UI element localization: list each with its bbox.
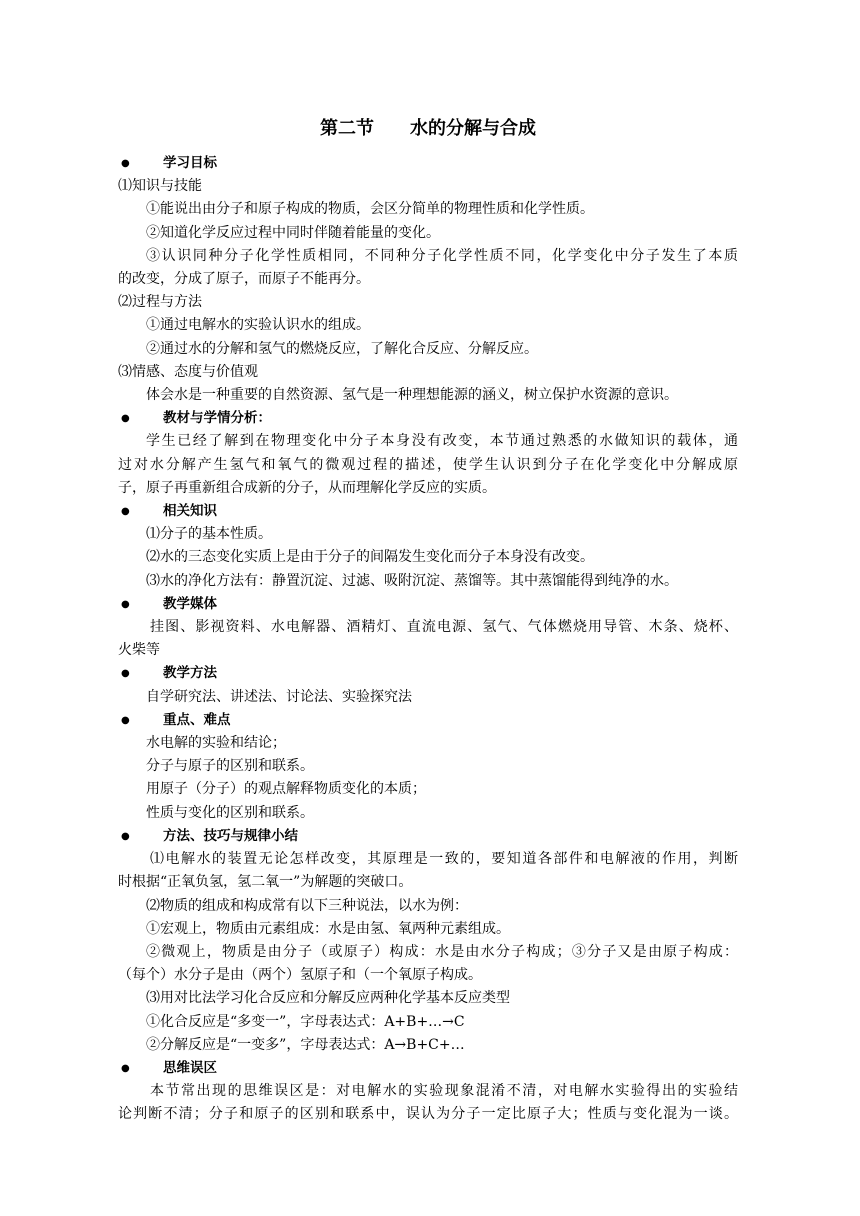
section-heading-summary: ● 方法、技巧与规律小结 (118, 825, 738, 848)
related-item-3: ⑶水的净化方法有：静置沉淀、过滤、吸附沉淀、蒸馏等。其中蒸馏能得到纯净的水。 (146, 572, 678, 589)
section-heading-related: ● 相关知识 (118, 500, 738, 523)
section-heading-media: ● 教学媒体 (118, 593, 738, 616)
related-item-2: ⑵水的三态变化实质上是由于分子的间隔发生变化而分子本身没有改变。 (146, 549, 594, 566)
key-point-item: 水电解的实验和结论； (146, 735, 286, 752)
bullet-icon: ● (121, 598, 130, 610)
knowledge-item-1: ①能说出由分子和原子构成的物质，会区分简单的物理性质和化学性质。 (146, 201, 594, 218)
document-page (118, 115, 738, 1127)
related-item-1: ⑴分子的基本性质。 (146, 526, 272, 543)
summary-item-3b: ②分解反应是“一变多”，字母表达式：A→B+C+… (146, 1036, 465, 1053)
section-heading-key-points: ● 重点、难点 (118, 709, 738, 732)
section-heading-analysis: ● 教材与学情分析： (118, 407, 738, 430)
summary-item-3a: ①化合反应是“多变一”，字母表达式：A+B+…→C (146, 1013, 465, 1030)
misconceptions-line-2: 论判断不清；分子和原子的区别和联系中，误认为分子一定比原子大；性质与变化混为一谈。 (118, 1106, 738, 1123)
key-point-item: 用原子（分子）的观点解释物质变化的本质； (146, 781, 426, 798)
media-line-2: 火柴等 (118, 642, 160, 659)
summary-item-3: ⑶用对比法学习化合反应和分解反应两种化学基本反应类型 (146, 990, 510, 1007)
analysis-line-3: 子，原子再重新组合成新的分子，从而理解化学反应的实质。 (118, 479, 496, 496)
misconceptions-line-1: 本节常出现的思维误区是：对电解水的实验现象混淆不清，对电解水实验得出的实验结 (150, 1083, 738, 1100)
summary-item-2: ⑵物质的组成和构成常有以下三种说法，以水为例： (146, 897, 468, 914)
process-item-2: ②通过水的分解和氢气的燃烧反应，了解化合反应、分解反应。 (146, 340, 538, 357)
emotion-item-1: 体会水是一种重要的自然资源、氢气是一种理想能源的涵义，树立保护水资源的意识。 (146, 387, 678, 404)
knowledge-label: ⑴知识与技能 (118, 178, 202, 195)
bullet-icon: ● (121, 714, 130, 726)
key-point-item: 性质与变化的区别和联系。 (146, 804, 314, 821)
bullet-icon: ● (121, 830, 130, 842)
bullet-icon: ● (121, 506, 130, 518)
bullet-icon: ● (121, 668, 130, 680)
section-heading-methods: ● 教学方法 (118, 662, 738, 685)
section-heading-misconceptions: ● 思维误区 (118, 1057, 738, 1080)
emotion-label: ⑶情感、态度与价值观 (118, 363, 258, 380)
summary-item-2a: ①宏观上，物质由元素组成：水是由氢、氧两种元素组成。 (146, 920, 510, 937)
summary-item-1-line-2: 时根据“正氧负氢，氢二氧一”为解题的突破口。 (118, 874, 413, 891)
analysis-line-2: 过对水分解产生氢气和氧气的微观过程的描述，使学生认识到分子在化学变化中分解成原 (118, 456, 738, 473)
knowledge-item-2: ②知道化学反应过程中同时伴随着能量的变化。 (146, 224, 440, 241)
methods-line-1: 自学研究法、讲述法、讨论法、实验探究法 (146, 688, 412, 705)
section-heading-objectives: ● 学习目标 (118, 152, 738, 175)
bullet-icon: ● (121, 413, 130, 425)
summary-item-2b-line-1: ②微观上，物质是由分子（或原子）构成：水是由水分子构成；③分子又是由原子构成： (146, 943, 738, 960)
analysis-line-1: 学生已经了解到在物理变化中分子本身没有改变，本节通过熟悉的水做知识的载体，通 (146, 433, 738, 450)
knowledge-item-3-line-2: 的改变，分成了原子，而原子不能再分。 (118, 271, 370, 288)
key-point-item: 分子与原子的区别和联系。 (146, 758, 314, 775)
bullet-icon: ● (121, 158, 130, 169)
process-item-1: ①通过电解水的实验认识水的组成。 (146, 317, 370, 334)
summary-item-2b-line-2: （每个）水分子是由（两个）氢原子和（一个氧原子构成。 (118, 967, 482, 984)
summary-item-1-line-1: ⑴电解水的装置无论怎样改变，其原理是一致的，要知道各部件和电解液的作用，判断 (150, 851, 738, 868)
media-line-1: 挂图、影视资料、水电解器、酒精灯、直流电源、氢气、气体燃烧用导管、木条、烧杯、 (150, 619, 738, 636)
knowledge-item-3-line-1: ③认识同种分子化学性质相同，不同种分子化学性质不同，化学变化中分子发生了本质 (146, 247, 738, 264)
page-title: 第二节 水的分解与合成 (320, 118, 536, 139)
process-label: ⑵过程与方法 (118, 294, 202, 311)
bullet-icon: ● (121, 1062, 130, 1074)
